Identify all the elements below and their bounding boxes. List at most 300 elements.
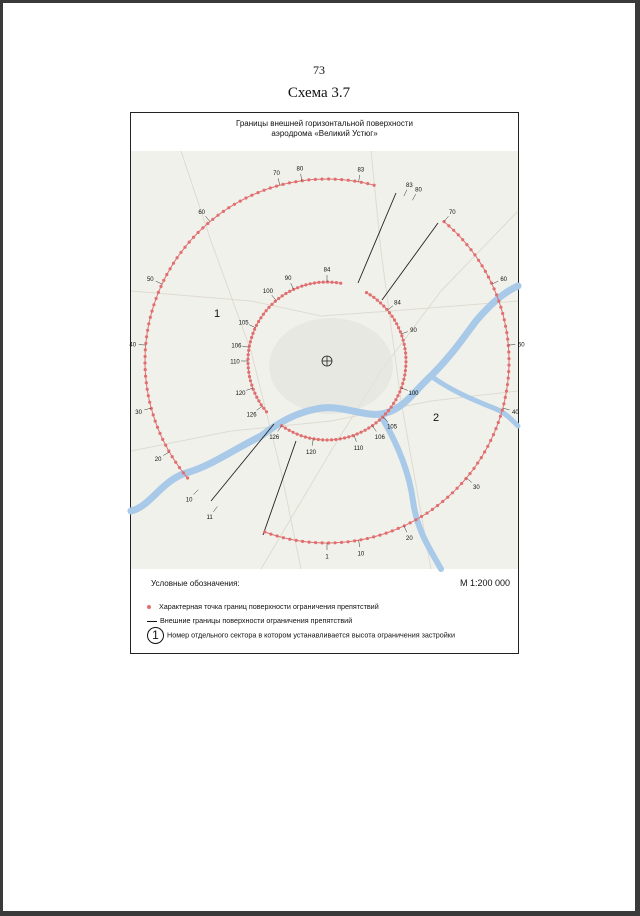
outer-boundary-sector-1-point (347, 179, 350, 182)
outer-boundary-sector-2-point (506, 338, 509, 341)
inner-boundary-east-point (382, 305, 385, 308)
inner-boundary-west-point (267, 306, 270, 309)
outer-boundary-sector-2-point (493, 287, 496, 290)
sector-label-1: 1 (214, 308, 221, 320)
outer-boundary-sector-2-point (486, 445, 489, 448)
outer-boundary-sector-1-point (211, 218, 214, 221)
outer-boundary-point-label: 30 (135, 410, 142, 416)
outer-boundary-sector-1-point (179, 251, 182, 254)
map-title-line-2: аэродрома «Великий Устюг» (271, 129, 378, 138)
inner-boundary-east-point (347, 435, 350, 438)
outer-boundary-sector-1-point (281, 183, 284, 186)
outer-boundary-sector-1-point (307, 178, 310, 181)
inner-boundary-east-point (388, 311, 391, 314)
outer-boundary-sector-2-point (441, 500, 444, 503)
inner-boundary-west-point (339, 282, 342, 285)
inner-boundary-point-label: 105 (387, 424, 398, 431)
inner-boundary-west-point (247, 366, 250, 369)
inner-boundary-west-point (251, 332, 254, 335)
inner-boundary-west-point (248, 375, 251, 378)
inner-boundary-point-label: 90 (284, 276, 292, 283)
legend-point-label: Характерная точка границ поверхности ограничения препятствий (159, 602, 379, 611)
inner-boundary-west-point (296, 286, 299, 289)
inner-boundary-west-point (277, 297, 280, 300)
outer-boundary-sector-2-point (499, 306, 502, 309)
inner-boundary-west-point (274, 300, 277, 303)
sector-number-symbol: 1 (147, 627, 164, 644)
outer-boundary-sector-2-point (269, 533, 272, 536)
inner-boundary-east-point (397, 326, 400, 329)
outer-boundary-sector-2-point (397, 527, 400, 530)
outer-boundary-sector-2-point (452, 229, 455, 232)
inner-boundary-point-label: 120 (235, 391, 246, 397)
outer-boundary-sector-2-point (391, 529, 394, 532)
outer-boundary-sector-2-point (372, 535, 375, 538)
outer-boundary-sector-2-point (507, 344, 510, 347)
inner-boundary-east-point (381, 416, 384, 419)
outer-boundary-sector-1-point (176, 256, 179, 259)
inner-boundary-east-point (317, 438, 320, 441)
inner-boundary-east-point (339, 437, 342, 440)
outer-boundary-sector-1-point (327, 177, 330, 180)
inner-boundary-west-point (304, 283, 307, 286)
outer-boundary-sector-2-point (353, 539, 356, 542)
outer-boundary-sector-2-point (276, 534, 279, 537)
inner-boundary-west-point (246, 358, 249, 361)
inner-boundary-east-point (330, 438, 333, 441)
outer-boundary-point-label: 10 (185, 497, 193, 504)
outer-boundary-sector-2-point (314, 541, 317, 544)
inner-boundary-west-point (288, 290, 291, 293)
inner-boundary-east-point (392, 402, 395, 405)
inner-boundary-east-point (379, 301, 382, 304)
outer-boundary-point-label: 70 (448, 210, 456, 217)
outer-boundary-sector-2-point (501, 312, 504, 315)
inner-boundary-west-point (270, 303, 273, 306)
inner-boundary-west-point (249, 379, 252, 382)
outer-boundary-sector-2-point (465, 243, 468, 246)
inner-boundary-east-point (390, 406, 393, 409)
inner-boundary-east-point (403, 343, 406, 346)
inner-boundary-west-point (265, 309, 268, 312)
outer-boundary-sector-2-point (282, 536, 285, 539)
inner-boundary-west-point (253, 328, 256, 331)
outer-boundary-sector-2-point (327, 541, 330, 544)
outer-boundary-sector-2-point (505, 389, 508, 392)
outer-boundary-point-label: 60 (198, 210, 206, 217)
outer-boundary-sector-1-point (150, 310, 153, 313)
boundary-point-marker-icon (147, 605, 151, 609)
outer-boundary-sector-2-point (447, 224, 450, 227)
inner-boundary-east-point (334, 438, 337, 441)
map-title (131, 119, 518, 139)
inner-boundary-west-point (317, 281, 320, 284)
inner-boundary-west-point (247, 353, 250, 356)
inner-boundary-east-point (403, 373, 406, 376)
outer-boundary-sector-1-point (178, 466, 181, 469)
outer-boundary-sector-1-point (144, 355, 147, 358)
outer-boundary-point-label: 1 (325, 554, 329, 561)
outer-boundary-sector-1-point (288, 181, 291, 184)
outer-boundary-sector-2-point (451, 491, 454, 494)
outer-boundary-sector-1-point (216, 214, 219, 217)
outer-boundary-sector-2-point (295, 539, 298, 542)
outer-boundary-sector-1-point (275, 185, 278, 188)
outer-boundary-sector-1-point (156, 426, 159, 429)
sector-label-2: 2 (433, 412, 440, 424)
inner-boundary-west-point (322, 281, 325, 284)
outer-boundary-sector-2-point (473, 253, 476, 256)
outer-boundary-sector-2-point (425, 512, 428, 515)
outer-boundary-sector-1-point (294, 180, 297, 183)
inner-boundary-east-point (356, 432, 359, 435)
outer-boundary-sector-1-point (340, 178, 343, 181)
inner-boundary-east-point (396, 394, 399, 397)
outer-boundary-sector-2-point (457, 233, 460, 236)
inner-boundary-west-point (249, 340, 252, 343)
outer-boundary-sector-2-point (483, 450, 486, 453)
outer-boundary-sector-1-point (144, 368, 147, 371)
outer-boundary-sector-1-point (182, 471, 185, 474)
inner-boundary-east-point (374, 421, 377, 424)
outer-boundary-sector-1-point (244, 196, 247, 199)
inner-boundary-east-point (404, 351, 407, 354)
inner-boundary-west-point (257, 320, 260, 323)
inner-boundary-east-point (384, 412, 387, 415)
legend-item-sector-number (147, 627, 455, 644)
aerodrome-reference-point-icon (322, 356, 332, 366)
outer-boundary-sector-2-point (502, 402, 505, 405)
outer-boundary-sector-1-point (183, 246, 186, 249)
outer-boundary-sector-2-point (477, 259, 480, 262)
outer-boundary-sector-1-point (263, 189, 266, 192)
outer-boundary-sector-1-point (152, 303, 155, 306)
inner-boundary-east-point (398, 390, 401, 393)
outer-boundary-sector-2-point (436, 504, 439, 507)
inner-boundary-east-point (404, 360, 407, 363)
outer-boundary-point-label: 40 (129, 342, 137, 349)
outer-boundary-sector-1-point (152, 413, 155, 416)
outer-boundary-sector-2-point (301, 540, 304, 543)
outer-boundary-sector-1-point (334, 178, 337, 181)
inner-boundary-east-point (404, 365, 407, 368)
outer-boundary-sector-1-point (171, 455, 174, 458)
inner-boundary-point-label: 100 (262, 289, 273, 295)
inner-boundary-west-point (259, 316, 262, 319)
outer-boundary-sector-2-point (501, 409, 504, 412)
inner-boundary-west-point (313, 281, 316, 284)
outer-boundary-sector-2-point (507, 364, 510, 367)
outer-boundary-point-label: 40 (512, 410, 519, 416)
outer-boundary-sector-2-point (414, 518, 417, 521)
inner-boundary-east-point (296, 433, 299, 436)
inner-boundary-point-label: 84 (323, 267, 331, 274)
inner-boundary-east-point (304, 435, 307, 438)
page-number: 73 (313, 63, 325, 77)
map-frame (129, 112, 525, 654)
inner-boundary-east-point (321, 438, 324, 441)
outer-boundary-sector-2-point (308, 541, 311, 544)
outer-boundary-sector-1-point (146, 388, 149, 391)
map-title-line-1: Границы внешней горизонтальной поверхности (235, 119, 414, 128)
inner-boundary-west-point (262, 407, 265, 410)
outer-boundary-sector-2-point (506, 383, 509, 386)
inner-boundary-east-point (369, 293, 372, 296)
outer-boundary-sector-2-point (505, 331, 508, 334)
legend-heading: Условные обозначения: (151, 579, 240, 588)
inner-boundary-east-point (395, 322, 398, 325)
outer-boundary-sector-1-point (149, 316, 152, 319)
outer-boundary-sector-1-point (155, 297, 158, 300)
inner-boundary-west-point (255, 396, 258, 399)
inner-boundary-west-point (260, 403, 263, 406)
outer-boundary-sector-2-point (385, 532, 388, 535)
outer-boundary-sector-2-point (334, 541, 337, 544)
outer-boundary-point-label: 83 (406, 182, 413, 189)
boundary-line-icon (147, 621, 157, 622)
outer-boundary-sector-2-point (321, 541, 324, 544)
outer-boundary-sector-2-point (507, 350, 510, 353)
outer-boundary-sector-2-point (472, 467, 475, 470)
outer-boundary-point-label: 80 (296, 166, 304, 173)
outer-boundary-sector-1-point (301, 179, 304, 182)
outer-boundary-sector-2-point (460, 482, 463, 485)
inner-boundary-east-point (394, 398, 397, 401)
outer-boundary-sector-2-point (492, 433, 495, 436)
outer-boundary-sector-2-point (420, 515, 423, 518)
inner-boundary-east-point (364, 429, 367, 432)
inner-boundary-east-point (401, 382, 404, 385)
outer-boundary-sector-1-point (159, 285, 162, 288)
inner-boundary-point-label: 84 (394, 300, 401, 307)
outer-boundary-sector-2-point (481, 264, 484, 267)
outer-boundary-sector-2-point (507, 377, 510, 380)
inner-boundary-east-point (343, 436, 346, 439)
outer-boundary-sector-2-point (494, 427, 497, 430)
inner-boundary-point-label: 126 (246, 412, 257, 419)
outer-boundary-sector-1-point (143, 361, 146, 364)
outer-boundary-sector-1-point (145, 381, 148, 384)
outer-boundary-sector-2-point (409, 521, 412, 524)
outer-boundary-sector-1-point (192, 236, 195, 239)
legend-line-label: Внешние границы поверхности ограничения препятствий (160, 616, 353, 625)
outer-boundary-sector-1-point (148, 401, 151, 404)
inner-boundary-east-point (300, 434, 303, 437)
outer-boundary-sector-1-point (373, 184, 376, 187)
outer-boundary-sector-1-point (206, 222, 209, 225)
inner-boundary-west-point (284, 292, 287, 295)
inner-boundary-point-label: 90 (410, 328, 417, 334)
outer-boundary-sector-1-point (360, 181, 363, 184)
inner-boundary-point-label: 106 (374, 434, 385, 441)
outer-boundary-sector-1-point (250, 194, 253, 197)
outer-boundary-sector-2-point (359, 538, 362, 541)
outer-boundary-sector-1-point (144, 375, 147, 378)
outer-boundary-sector-1-point (162, 279, 165, 282)
outer-boundary-sector-2-point (503, 318, 506, 321)
inner-boundary-east-point (376, 299, 379, 302)
outer-boundary-sector-1-point (169, 267, 172, 270)
outer-boundary-sector-1-point (314, 178, 317, 181)
inner-boundary-west-point (265, 410, 268, 413)
inner-boundary-east-point (365, 291, 368, 294)
outer-boundary-sector-1-point (188, 241, 191, 244)
inner-boundary-east-point (360, 431, 363, 434)
inner-boundary-point-label: 105 (238, 320, 249, 327)
outer-boundary-sector-2-point (499, 415, 502, 418)
outer-boundary-point-label: 50 (146, 277, 154, 284)
outer-boundary-sector-2-point (378, 534, 381, 537)
outer-boundary-sector-2-point (497, 421, 500, 424)
inner-boundary-east-point (387, 409, 390, 412)
outer-boundary-sector-2-point (480, 456, 483, 459)
outer-boundary-sector-2-point (476, 461, 479, 464)
outer-boundary-sector-1-point (147, 394, 150, 397)
document-page (3, 3, 635, 911)
inner-boundary-east-point (372, 296, 375, 299)
inner-boundary-west-point (247, 371, 250, 374)
outer-boundary-sector-2-point (504, 325, 507, 328)
outer-boundary-sector-1-point (269, 186, 272, 189)
outer-boundary-point-label: 20 (406, 536, 413, 543)
outer-boundary-sector-1-point (165, 273, 168, 276)
outer-boundary-sector-1-point (154, 420, 157, 423)
outer-boundary-sector-1-point (158, 432, 161, 435)
map-scale: М 1:200 000 (459, 578, 510, 588)
inner-boundary-east-point (399, 330, 402, 333)
outer-boundary-sector-1-point (201, 226, 204, 229)
outer-boundary-sector-2-point (461, 238, 464, 241)
outer-boundary-sector-1-point (256, 191, 259, 194)
outer-boundary-sector-1-point (197, 231, 200, 234)
legend-sector-label: Номер отдельного сектора в котором устанавливается высота ограничения застройки (167, 630, 455, 640)
outer-boundary-sector-1-point (320, 178, 323, 181)
inner-boundary-east-point (367, 426, 370, 429)
outer-boundary-sector-1-point (161, 438, 164, 441)
inner-boundary-east-point (400, 334, 403, 337)
inner-boundary-east-point (288, 429, 291, 432)
outer-boundary-point-label: 50 (517, 342, 525, 349)
outer-boundary-point-label: 80 (415, 187, 422, 194)
inner-boundary-west-point (281, 294, 284, 297)
outer-boundary-sector-1-point (172, 262, 175, 265)
outer-boundary-sector-1-point (227, 206, 230, 209)
inner-boundary-east-point (292, 431, 295, 434)
outer-boundary-sector-1-point (239, 200, 242, 203)
outer-boundary-sector-2-point (263, 530, 266, 533)
airfield-boundary-map (129, 151, 525, 569)
outer-boundary-point-label: 30 (473, 484, 480, 491)
inner-boundary-east-point (403, 347, 406, 350)
outer-boundary-sector-2-point (340, 541, 343, 544)
inner-boundary-west-point (250, 336, 253, 339)
outer-boundary-sector-1-point (147, 322, 150, 325)
inner-boundary-west-point (309, 282, 312, 285)
outer-boundary-sector-1-point (233, 203, 236, 206)
outer-boundary-sector-1-point (366, 182, 369, 185)
outer-boundary-sector-2-point (366, 537, 369, 540)
inner-boundary-west-point (255, 324, 258, 327)
outer-boundary-sector-2-point (489, 439, 492, 442)
inner-boundary-east-point (326, 438, 329, 441)
inner-boundary-point-label: 120 (305, 450, 317, 457)
outer-boundary-sector-2-point (347, 540, 350, 543)
outer-boundary-point-label: 10 (357, 551, 365, 558)
outer-boundary-sector-1-point (186, 476, 189, 479)
outer-boundary-sector-1-point (145, 335, 148, 338)
outer-boundary-sector-2-point (487, 276, 490, 279)
outer-boundary-sector-1-point (174, 461, 177, 464)
outer-boundary-point-label: 11 (206, 515, 213, 522)
inner-boundary-east-point (385, 308, 388, 311)
inner-boundary-west-point (326, 280, 329, 283)
outer-boundary-sector-2-point (507, 370, 510, 373)
outer-boundary-sector-1-point (164, 444, 167, 447)
outer-boundary-sector-2-point (490, 281, 493, 284)
outer-boundary-sector-2-point (446, 496, 449, 499)
outer-boundary-sector-1-point (353, 180, 356, 183)
inner-boundary-point-label: 106 (231, 343, 242, 350)
legend-item-boundary-point (147, 602, 379, 611)
outer-boundary-sector-1-point (222, 210, 225, 213)
inner-boundary-point-label: 100 (408, 391, 419, 397)
inner-boundary-point-label: 110 (230, 359, 240, 366)
legend-item-boundary-line (147, 616, 352, 625)
outer-boundary-sector-1-point (157, 291, 160, 294)
outer-boundary-point-label: 83 (357, 167, 365, 174)
outer-boundary-sector-1-point (144, 342, 147, 345)
inner-boundary-west-point (257, 399, 260, 402)
outer-boundary-sector-2-point (468, 472, 471, 475)
outer-boundary-sector-1-point (144, 348, 147, 351)
outer-boundary-sector-1-point (146, 329, 149, 332)
outer-boundary-point-label: 70 (273, 171, 280, 178)
inner-boundary-west-point (247, 349, 250, 352)
outer-boundary-sector-2-point (431, 508, 434, 511)
outer-boundary-point-label: 60 (500, 277, 508, 284)
inner-boundary-point-label: 126 (269, 434, 280, 441)
inner-boundary-east-point (391, 315, 394, 318)
inner-boundary-east-point (404, 369, 407, 372)
inner-boundary-east-point (402, 339, 405, 342)
inner-boundary-west-point (253, 392, 256, 395)
scheme-title: Схема 3.7 (287, 85, 351, 101)
inner-boundary-west-point (300, 285, 303, 288)
outer-boundary-sector-2-point (288, 538, 291, 541)
inner-boundary-west-point (250, 384, 253, 387)
outer-boundary-sector-2-point (484, 270, 487, 273)
outer-boundary-sector-2-point (497, 300, 500, 303)
outer-boundary-sector-2-point (456, 487, 459, 490)
inner-boundary-east-point (378, 419, 381, 422)
inner-boundary-east-point (400, 386, 403, 389)
inner-boundary-west-point (262, 313, 265, 316)
inner-boundary-east-point (404, 356, 407, 359)
inner-boundary-west-point (330, 281, 333, 284)
outer-boundary-sector-2-point (507, 357, 510, 360)
inner-boundary-east-point (393, 318, 396, 321)
city-area (269, 318, 393, 414)
inner-boundary-point-label: 110 (353, 446, 364, 452)
inner-boundary-east-point (284, 427, 287, 430)
outer-boundary-point-label: 20 (154, 457, 162, 463)
inner-boundary-west-point (335, 281, 338, 284)
inner-boundary-east-point (308, 437, 311, 440)
inner-boundary-east-point (402, 378, 405, 381)
inner-boundary-west-point (246, 362, 249, 365)
outer-boundary-sector-2-point (469, 248, 472, 251)
outer-boundary-sector-2-point (495, 293, 498, 296)
